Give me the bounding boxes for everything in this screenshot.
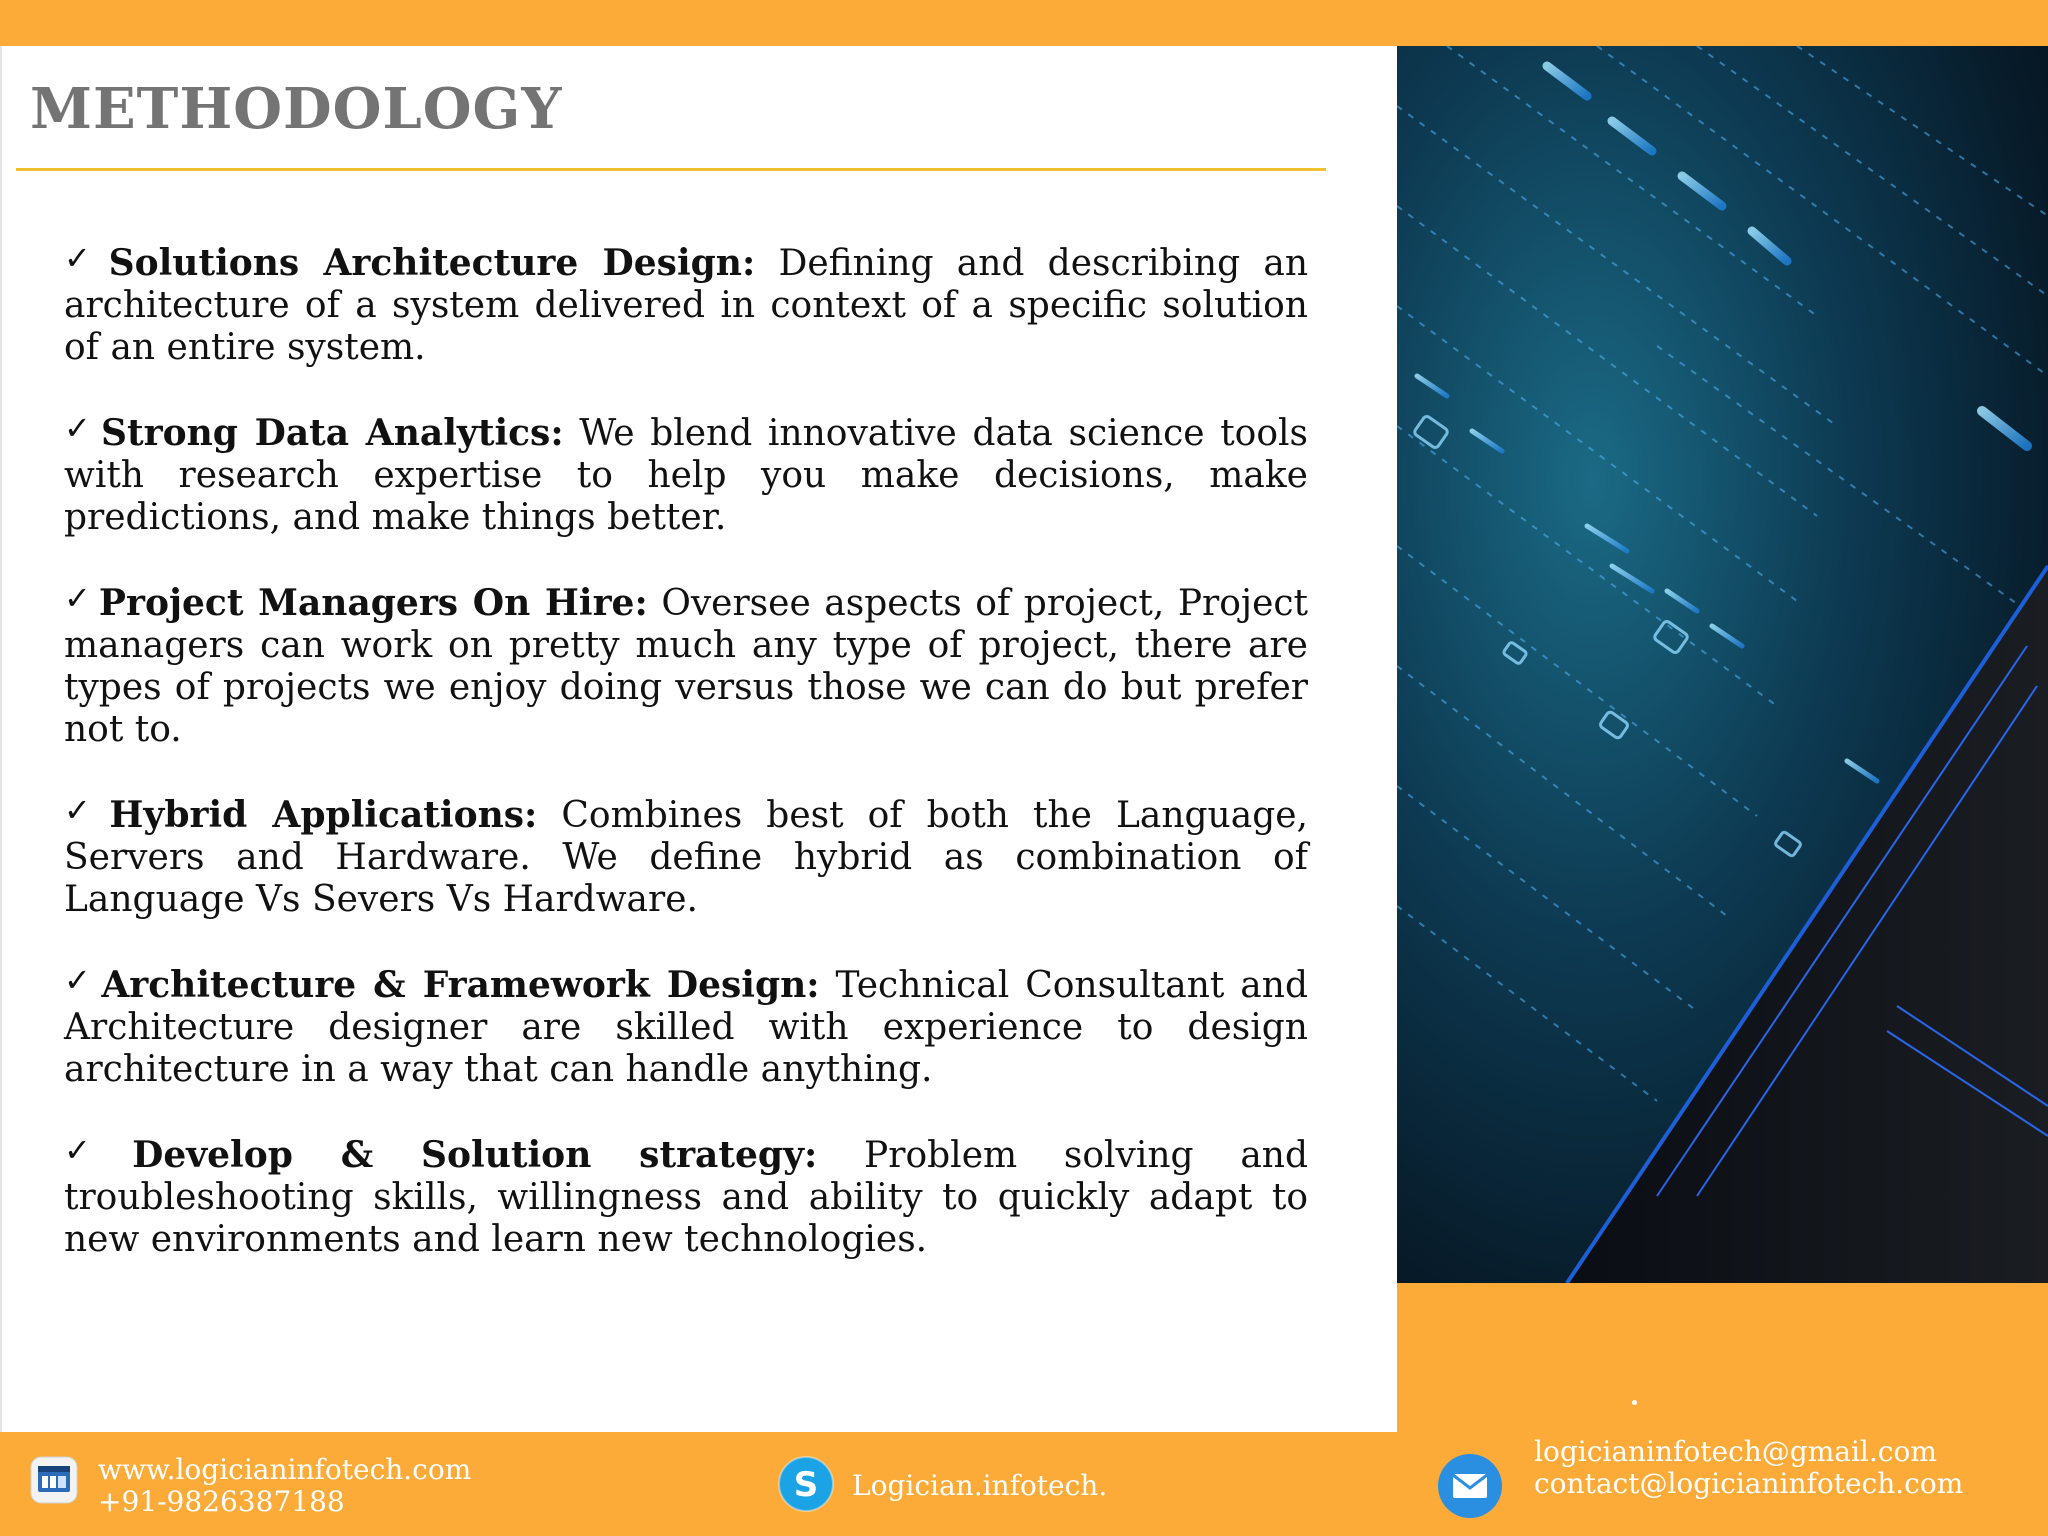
item-text: Defining and describing an architecture of a system delivered in context of a specific solution of an entire system. xyxy=(64,243,1309,368)
binary-code-hero-image xyxy=(1397,46,2048,1283)
item-title: Strong Data Analytics: xyxy=(100,412,564,454)
check-icon: ✓ xyxy=(64,239,103,277)
window-icon xyxy=(28,1454,80,1506)
check-icon: ✓ xyxy=(64,791,104,829)
list-item xyxy=(64,409,1309,539)
list-item xyxy=(64,579,1309,751)
item-text: Technical Consultant and Architecture designer are skilled with experience to design architecture in a way that can handle anything. xyxy=(64,965,1308,1090)
mail-icon xyxy=(1436,1452,1504,1520)
contact-footer xyxy=(0,1432,2048,1536)
skype-icon xyxy=(776,1454,836,1514)
item-text: Problem solving and troubleshooting skills, willingness and ability to quickly adapt to new environments and learn new technologies. xyxy=(64,1135,1309,1260)
item-title: Project Managers On Hire: xyxy=(98,582,648,624)
list-item xyxy=(64,1131,1309,1261)
email-primary[interactable]: logicianinfotech@gmail.com xyxy=(1534,1435,1937,1468)
top-accent-band xyxy=(0,0,2048,46)
website-link[interactable]: www.logicianinfotech.com xyxy=(98,1453,472,1486)
digital-streaks-graphic xyxy=(1397,46,2048,1283)
item-text: Oversee aspects of project, Project managers can work on pretty much any type of project, there are types of projects we enjoy doing versus those we can do but prefer not to. xyxy=(64,583,1309,750)
list-item xyxy=(64,961,1308,1091)
content-panel xyxy=(0,46,1397,1432)
item-title: Architecture & Framework Design: xyxy=(101,964,820,1006)
check-icon: ✓ xyxy=(64,1131,127,1169)
check-icon: ✓ xyxy=(64,961,96,999)
title-divider xyxy=(16,168,1326,171)
list-item xyxy=(64,791,1308,921)
item-text: Combines best of both the Language, Servers and Hardware. We define hybrid as combination of Language Vs Severs Vs Hardware. xyxy=(64,795,1308,920)
skype-handle[interactable]: Logician.infotech. xyxy=(852,1469,1108,1502)
list-item xyxy=(64,239,1309,369)
svg-text:S: S xyxy=(793,1465,819,1505)
methodology-list xyxy=(64,239,1309,1304)
page-title: METHODOLOGY xyxy=(30,76,563,142)
item-title: Hybrid Applications: xyxy=(109,794,538,836)
phone-number[interactable]: +91-9826387188 xyxy=(98,1485,345,1518)
check-icon: ✓ xyxy=(64,409,95,447)
item-title: Develop & Solution strategy: xyxy=(132,1134,818,1176)
item-text: We blend innovative data science tools with research expertise to help you make decisions, make predictions, and make things better. xyxy=(64,413,1309,538)
check-icon: ✓ xyxy=(64,579,93,617)
email-contact[interactable]: contact@logicianinfotech.com xyxy=(1534,1467,1964,1500)
item-title: Solutions Architecture Design: xyxy=(108,242,756,284)
decorative-dot xyxy=(1632,1400,1637,1405)
